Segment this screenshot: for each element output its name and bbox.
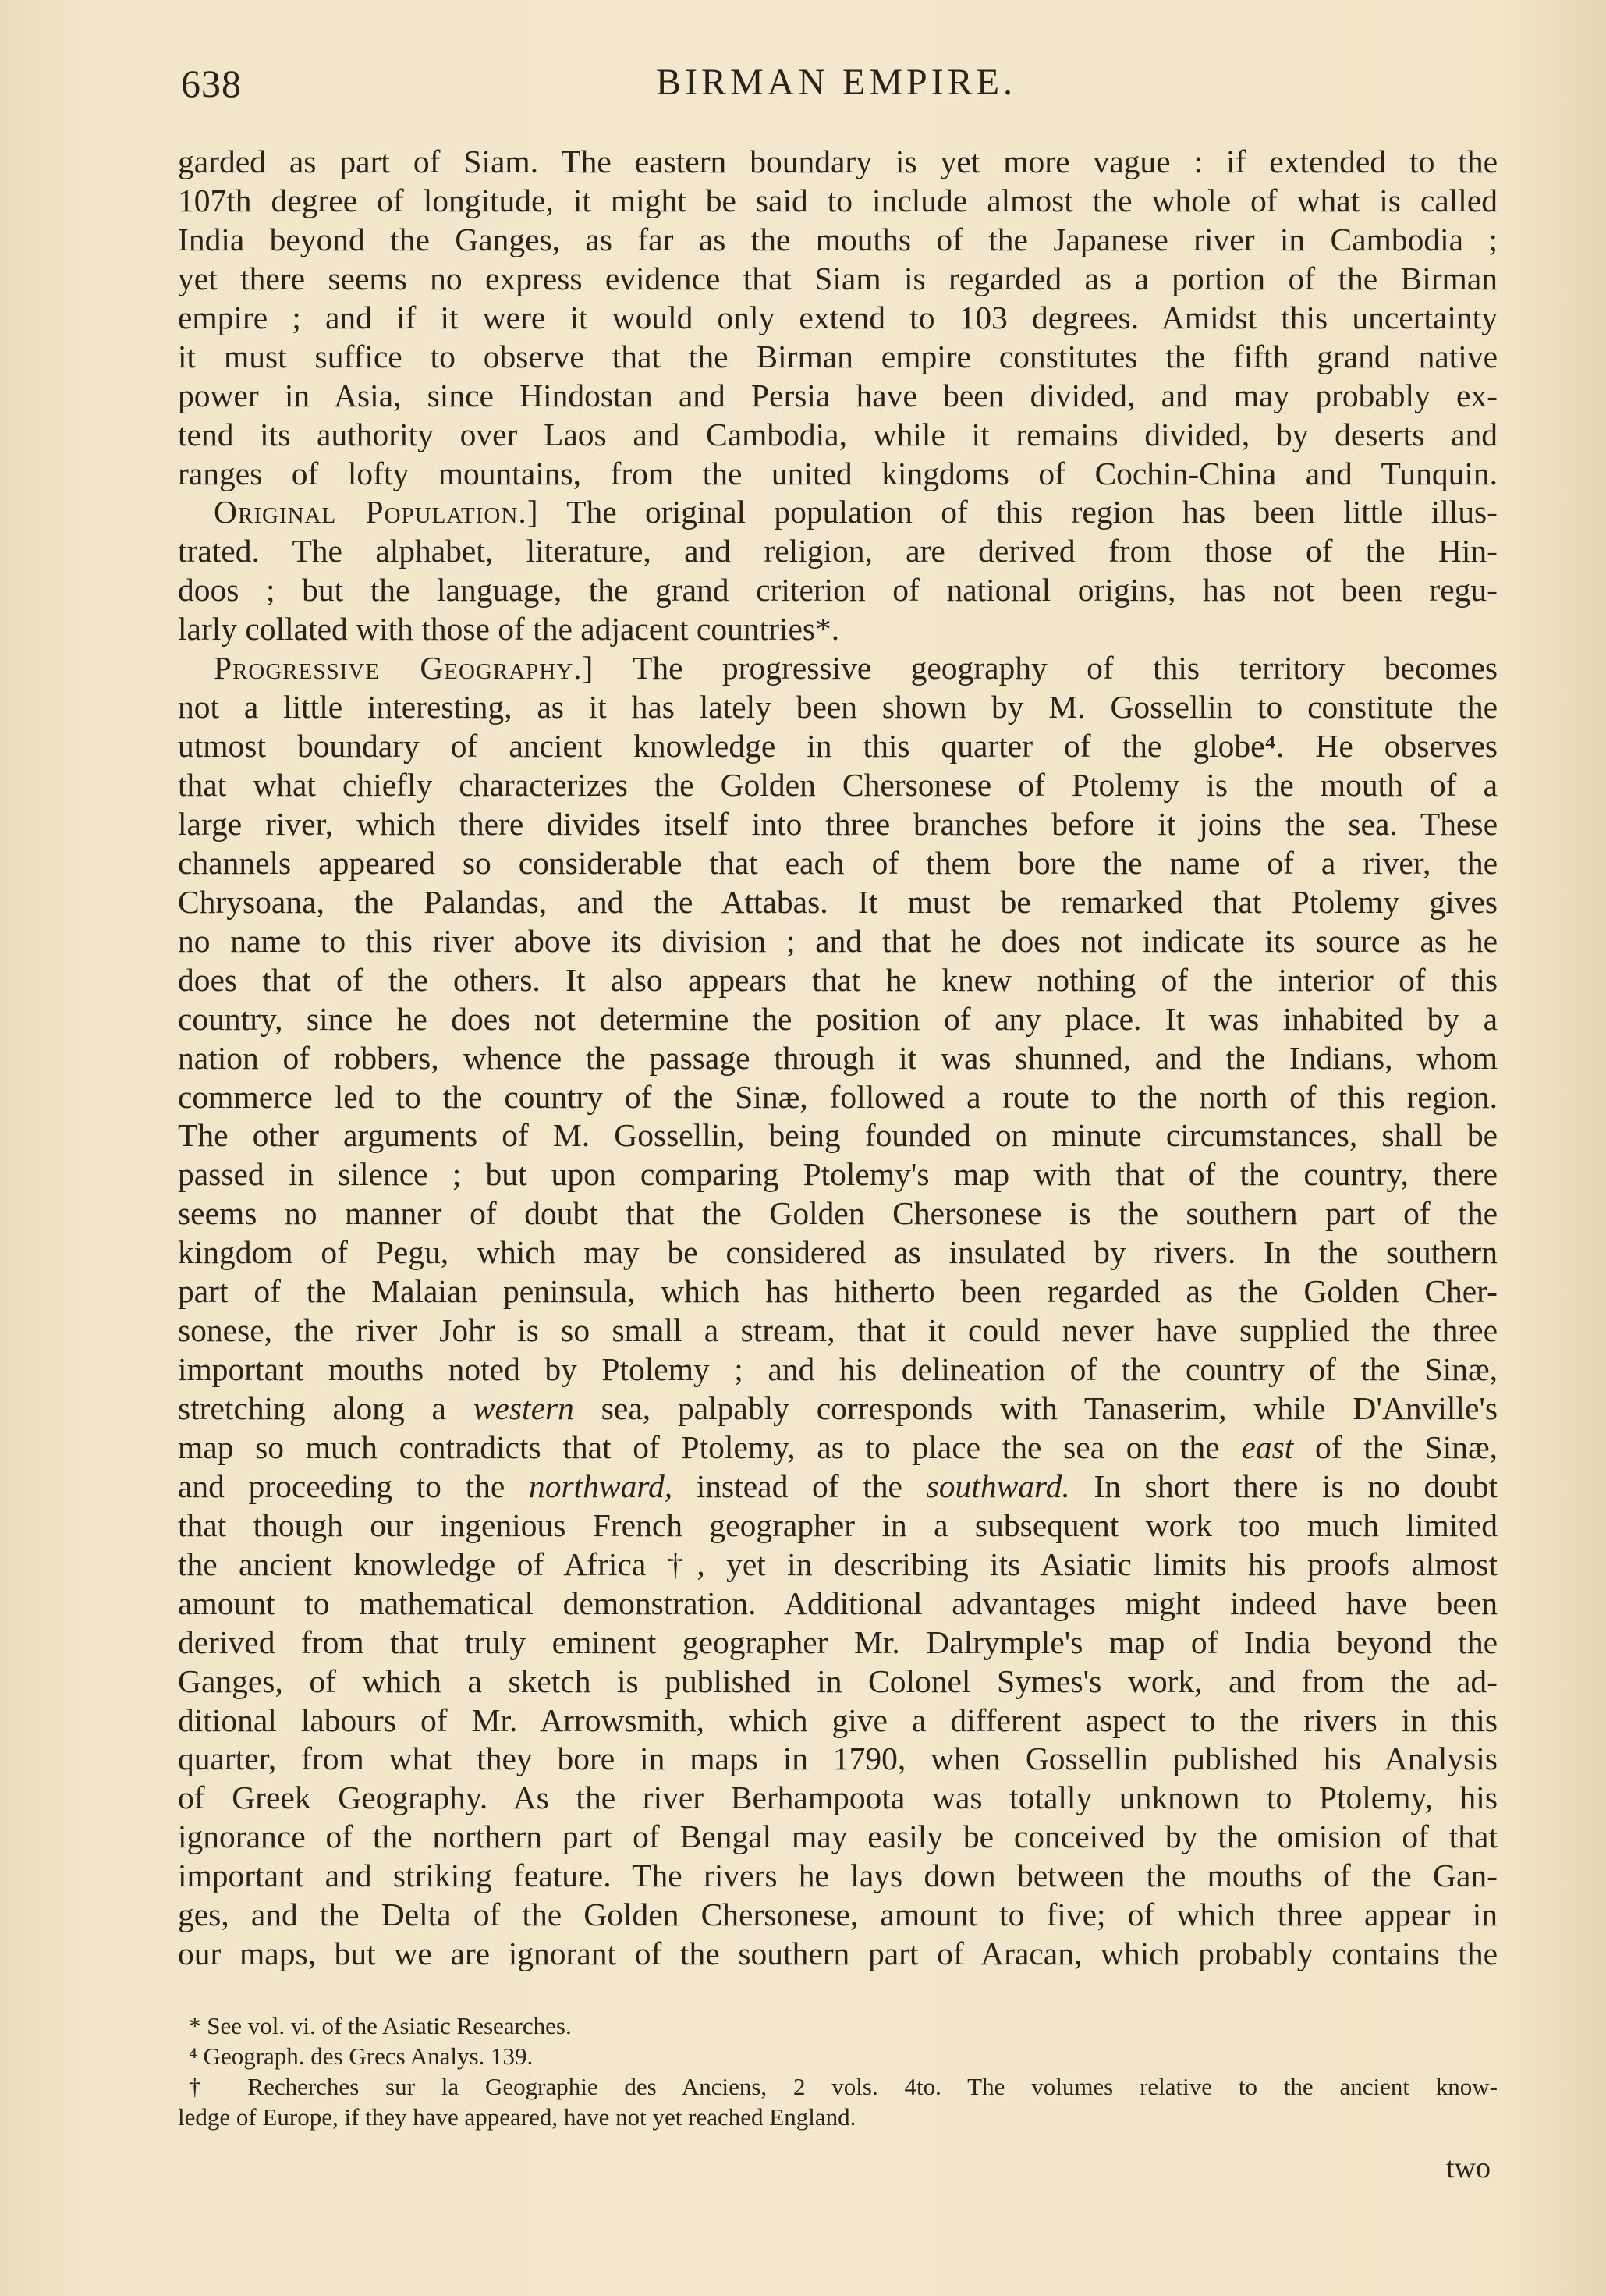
text-line-fragment: The original population of this region has been little illus- [566, 494, 1498, 531]
text-line-with-italic [178, 1467, 1498, 1506]
text-line: does that of the others. It also appears that he knew nothing of the interior of this [178, 961, 1498, 998]
footnote-dagger-continued: ledge of Europe, if they have appeared, have not yet reached England. [178, 2103, 856, 2131]
side-heading-original-population: Original Population.] [214, 494, 539, 531]
text-line: ditional labours of Mr. Arrowsmith, which give a different aspect to the rivers in this [178, 1702, 1498, 1738]
text-line: amount to mathematical demonstration. Additional advantages might indeed have been [178, 1584, 1498, 1621]
side-heading-progressive-geography: Progressive Geography.] [214, 650, 594, 687]
text-line: no name to this river above its division ; and that he does not indicate its source as he [178, 922, 1498, 959]
footnote-4: ⁴ Geograph. des Grecs Analys. 139. [189, 2042, 534, 2070]
text-line: Chrysoana, the Palandas, and the Attabas. It must be remarked that Ptolemy gives [178, 883, 1498, 920]
text-line-fragment: and proceeding to the [178, 1467, 505, 1504]
text-line-fragment: of the Sinæ, [1314, 1428, 1498, 1465]
catchword: two [1446, 2152, 1491, 2184]
page-number: 638 [181, 62, 242, 105]
text-line: quarter, from what they bore in maps in 1790, when Gossellin published his Analysis [178, 1741, 1498, 1777]
text-line: of Greek Geography. As the river Berhampoota was totally unknown to Ptolemy, his [178, 1780, 1498, 1816]
text-line: ranges of lofty mountains, from the united kingdoms of Cochin-China and Tunquin. [178, 455, 1498, 491]
italic-word: southward. [926, 1467, 1070, 1504]
text-line: commerce led to the country of the Sinæ, followed a route to the north of this region. [178, 1078, 1498, 1115]
text-line: ges, and the Delta of the Golden Chersonese, amount to five; of which three appear in [178, 1897, 1498, 1933]
text-line: garded as part of Siam. The eastern boundary is yet more vague : if extended to the [178, 144, 1498, 179]
text-line: larly collated with those of the adjacent countries*. [178, 611, 840, 648]
text-line: part of the Malaian peninsula, which has hitherto been regarded as the Golden Cher- [178, 1273, 1498, 1310]
text-line: trated. The alphabet, literature, and religion, are derived from those of the Hin- [178, 533, 1498, 570]
text-line: Ganges, of which a sketch is published in Colonel Symes's work, and from the ad- [178, 1663, 1498, 1699]
text-line: India beyond the Ganges, as far as the mouths of the Japanese river in Cambodia ; [178, 221, 1498, 257]
paragraph-progressive-geography-start [178, 649, 1498, 688]
text-line: kingdom of Pegu, which may be considered as insulated by rivers. In the southern [178, 1234, 1498, 1271]
footnote-dagger: † Recherches sur la Geographie des Anciens, 2 vols. 4to. The volumes relative to the ancient know- [189, 2073, 1498, 2100]
text-line: that what chiefly characterizes the Golden Chersonese of Ptolemy is the mouth of a [178, 767, 1498, 803]
text-line: important mouths noted by Ptolemy ; and his delineation of the country of the Sinæ, [178, 1351, 1498, 1388]
text-line: important and striking feature. The rivers he lays down between the mouths of the Gan- [178, 1858, 1498, 1894]
text-line: channels appeared so considerable that each of them bore the name of a river, the [178, 844, 1498, 881]
italic-word: east [1241, 1428, 1294, 1465]
text-line-fragment: In short there is no doubt [1094, 1467, 1498, 1504]
text-line-fragment: The progressive geography of this territory becomes [633, 650, 1498, 687]
text-line-fragment: sea, palpably corresponds with Tanaserim, while D'Anville's [601, 1390, 1498, 1426]
text-line: seems no manner of doubt that the Golden Chersonese is the southern part of the [178, 1195, 1498, 1232]
text-line: sonese, the river Johr is so small a stream, that it could never have supplied the three [178, 1312, 1498, 1349]
text-line-with-italic [178, 1428, 1498, 1467]
text-line: tend its authority over Laos and Cambodia, while it remains divided, by deserts and [178, 416, 1498, 452]
text-line: that though our ingenious French geographer in a subsequent work too much limited [178, 1506, 1498, 1543]
text-line: our maps, but we are ignorant of the southern part of Aracan, which probably contains the [178, 1936, 1498, 1972]
text-line: derived from that truly eminent geographer Mr. Dalrymple's map of India beyond the [178, 1624, 1498, 1660]
text-line-fragment: instead of the [696, 1467, 902, 1504]
text-line-fragment: stretching along a [178, 1390, 446, 1426]
text-line: doos ; but the language, the grand criterion of national origins, has not been regu- [178, 572, 1498, 609]
text-line: it must suffice to observe that the Birman empire constitutes the fifth grand native [178, 338, 1498, 374]
text-line: not a little interesting, as it has lately been shown by M. Gossellin to constitute the [178, 689, 1498, 726]
text-line: 107th degree of longitude, it might be said to include almost the whole of what is called [178, 182, 1498, 218]
page-title: BIRMAN EMPIRE. [655, 62, 1017, 103]
text-line: yet there seems no express evidence that Siam is regarded as a portion of the Birman [178, 260, 1498, 296]
text-line: large river, which there divides itself into three branches before it joins the sea. These [178, 805, 1498, 842]
text-line: country, since he does not determine the position of any place. It was inhabited by a [178, 1000, 1498, 1037]
text-line: utmost boundary of ancient knowledge in this quarter of the globe⁴. He observes [178, 728, 1498, 765]
body-text [178, 143, 1498, 1974]
footnotes [178, 2010, 1498, 2132]
running-head [181, 61, 1491, 115]
italic-word: northward, [528, 1467, 673, 1504]
text-line-fragment: map so much contradicts that of Ptolemy, as to place the sea on the [178, 1428, 1220, 1465]
text-line: the ancient knowledge of Africa †, yet in describing its Asiatic limits his proofs almost [178, 1545, 1498, 1582]
text-line: empire ; and if it were it would only extend to 103 degrees. Amidst this uncertainty [178, 299, 1498, 335]
footnote-asterisk: * See vol. vi. of the Asiatic Researches. [189, 2012, 572, 2039]
text-line: ignorance of the northern part of Bengal may easily be conceived by the omision of that [178, 1819, 1498, 1855]
text-line: passed in silence ; but upon comparing Ptolemy's map with that of the country, there [178, 1156, 1498, 1193]
text-line: nation of robbers, whence the passage through it was shunned, and the Indians, whom [178, 1039, 1498, 1076]
text-line: The other arguments of M. Gossellin, being founded on minute circumstances, shall be [178, 1117, 1498, 1154]
text-line-with-italic [178, 1389, 1498, 1428]
paragraph-original-population-start [178, 493, 1498, 532]
text-line: power in Asia, since Hindostan and Persia have been divided, and may probably ex- [178, 377, 1498, 413]
italic-word: western [473, 1390, 574, 1426]
